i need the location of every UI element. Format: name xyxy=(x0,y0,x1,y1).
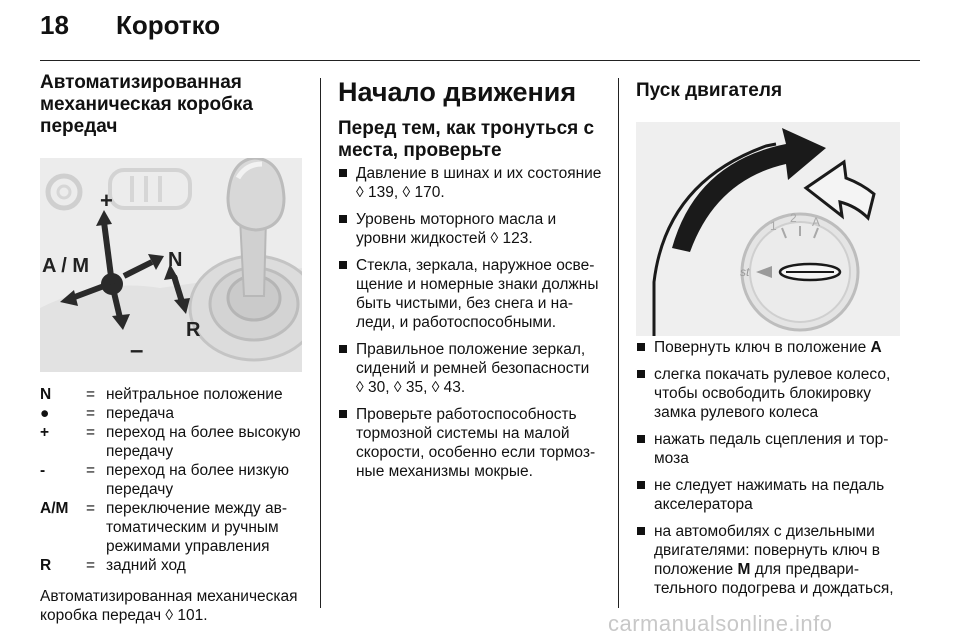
ignition-figure xyxy=(636,122,900,336)
ref-arrow-icon: ◊ xyxy=(356,379,364,396)
ref-page: 30, xyxy=(367,379,394,396)
list-item-text: слегка покачать рулевое колесо, чтобы освободить блокировку замка рулевого колеса xyxy=(654,366,891,421)
page-ref-link[interactable] xyxy=(402,184,444,201)
checklist-subheading: Перед тем, как тронуться с места, проверьте xyxy=(338,118,595,161)
legend-row xyxy=(40,423,306,461)
page-ref-link[interactable] xyxy=(432,379,466,396)
list-item xyxy=(338,340,604,397)
list-item xyxy=(338,256,604,332)
start-driving-heading: Начало движения xyxy=(338,77,577,107)
legend-description: переход на более высокую передачу xyxy=(106,424,301,460)
page-ref-link[interactable] xyxy=(394,379,432,396)
list-item xyxy=(338,210,604,248)
bullet-icon xyxy=(637,370,645,378)
list-item xyxy=(636,476,904,514)
gear-lever-figure xyxy=(40,158,302,372)
list-item-text: Повернуть ключ в положение xyxy=(654,339,871,356)
svg-text:st: st xyxy=(740,265,750,279)
legend-equals: = xyxy=(86,405,96,422)
ref-arrow-icon: ◊ xyxy=(431,379,440,396)
bullet-icon xyxy=(339,169,347,177)
page-ref-link[interactable] xyxy=(356,379,394,396)
bullet-icon xyxy=(637,435,645,443)
legend-equals: = xyxy=(86,386,96,403)
bullet-icon xyxy=(339,261,347,269)
engine-start-steps xyxy=(636,338,904,598)
column-start-driving xyxy=(338,72,604,489)
ref-arrow-icon: ◊ xyxy=(402,184,411,201)
page-number: 18 xyxy=(40,10,69,40)
list-item-text: нажать педаль сцепления и тормоза xyxy=(654,431,889,467)
svg-text:1: 1 xyxy=(770,219,777,233)
ref-arrow-icon: ◊ xyxy=(165,607,174,624)
legend-symbol: + xyxy=(40,424,50,441)
bullet-icon xyxy=(637,527,645,535)
ref-page: 123. xyxy=(502,230,533,247)
legend-equals: = xyxy=(86,424,96,441)
column-gearbox xyxy=(40,72,306,625)
list-item-text: Уровень моторного масла и уровни жидкостей xyxy=(356,211,557,247)
label-plus: + xyxy=(100,188,113,213)
column-engine-start xyxy=(636,72,904,606)
list-item xyxy=(338,164,604,202)
legend-description: нейтральное положение xyxy=(106,386,283,403)
page-ref-link[interactable] xyxy=(165,607,207,624)
legend-row xyxy=(40,499,306,556)
watermark: carmanualsonline.info xyxy=(608,611,833,636)
list-item xyxy=(636,430,904,468)
svg-text:A: A xyxy=(812,215,821,229)
checklist xyxy=(338,164,604,481)
ref-page: 139, xyxy=(367,184,403,201)
list-item-text: Проверьте работоспособность тормозной системы на малой скорости, особенно если тормозные механизмы мокрые. xyxy=(356,406,596,480)
legend-description: переключение между автоматическим и ручным режимами управления xyxy=(106,500,287,555)
bullet-icon xyxy=(339,215,347,223)
key-position: A xyxy=(870,339,882,356)
legend-description: задний ход xyxy=(106,557,186,574)
page-ref-link[interactable] xyxy=(356,184,402,201)
ref-page: 101. xyxy=(177,607,208,624)
legend-description: переход на более низкую передачу xyxy=(106,462,290,498)
legend-row xyxy=(40,461,306,499)
list-item-text: Правильное положение зеркал, сидений и ремней безопасности xyxy=(356,341,590,377)
gear-legend xyxy=(40,385,306,575)
legend-equals: = xyxy=(86,557,96,574)
gearbox-note-text: Автоматизированная механическая коробка передач xyxy=(40,588,298,624)
ref-page: 170. xyxy=(414,184,445,201)
legend-symbol: R xyxy=(40,557,52,574)
label-n: N xyxy=(168,249,183,271)
list-item-text: не следует нажимать на педаль акселератора xyxy=(654,477,885,513)
bullet-icon xyxy=(637,481,645,489)
legend-symbol: N xyxy=(40,386,52,403)
legend-symbol: ● xyxy=(40,405,50,422)
ref-arrow-icon: ◊ xyxy=(490,230,499,247)
legend-equals: = xyxy=(86,462,96,479)
ignition-illustration xyxy=(636,122,900,336)
list-item-text: на автомобилях с дизельными двигателями: повернуть ключ в положение xyxy=(654,523,880,578)
legend-row xyxy=(40,404,306,423)
ref-page: 43. xyxy=(443,379,466,396)
page-header xyxy=(40,10,220,41)
list-item-text: Давление в шинах и их состояние xyxy=(356,165,602,182)
legend-row xyxy=(40,385,306,404)
gearbox-note xyxy=(40,587,306,625)
gear-lever-illustration xyxy=(40,158,302,372)
label-minus: – xyxy=(130,337,144,364)
bullet-icon xyxy=(637,343,645,351)
engine-start-heading: Пуск двигателя xyxy=(636,80,783,101)
list-item xyxy=(636,522,904,598)
list-item xyxy=(636,338,904,357)
list-item-text: Стекла, зеркала, наружное освещение и номерные знаки должны быть чистыми, без снега и наледи, и работоспособными. xyxy=(356,257,599,331)
bullet-icon xyxy=(339,410,347,418)
legend-symbol: A/M xyxy=(40,500,69,517)
list-item xyxy=(636,365,904,422)
list-item xyxy=(338,405,604,481)
legend-description: передача xyxy=(106,405,174,422)
ref-page: 35, xyxy=(405,379,432,396)
key-position: M xyxy=(737,561,751,578)
svg-text:2: 2 xyxy=(790,211,797,225)
bullet-icon xyxy=(339,345,347,353)
page-title: Коротко xyxy=(116,10,221,40)
column-divider-2 xyxy=(618,78,619,608)
label-am: A / M xyxy=(42,255,90,277)
list-item-text: для предварительного подогрева и дождаться, xyxy=(654,561,894,597)
column-divider-1 xyxy=(320,78,321,608)
ref-arrow-icon: ◊ xyxy=(356,184,364,201)
header-rule xyxy=(40,60,920,61)
label-r: R xyxy=(186,319,201,341)
ref-arrow-icon: ◊ xyxy=(393,379,402,396)
page-ref-link[interactable] xyxy=(491,230,533,247)
legend-equals: = xyxy=(86,500,96,517)
gearbox-heading: Автоматизированная механическая коробка передач xyxy=(40,72,253,137)
legend-row xyxy=(40,556,306,575)
legend-symbol: - xyxy=(40,462,46,479)
